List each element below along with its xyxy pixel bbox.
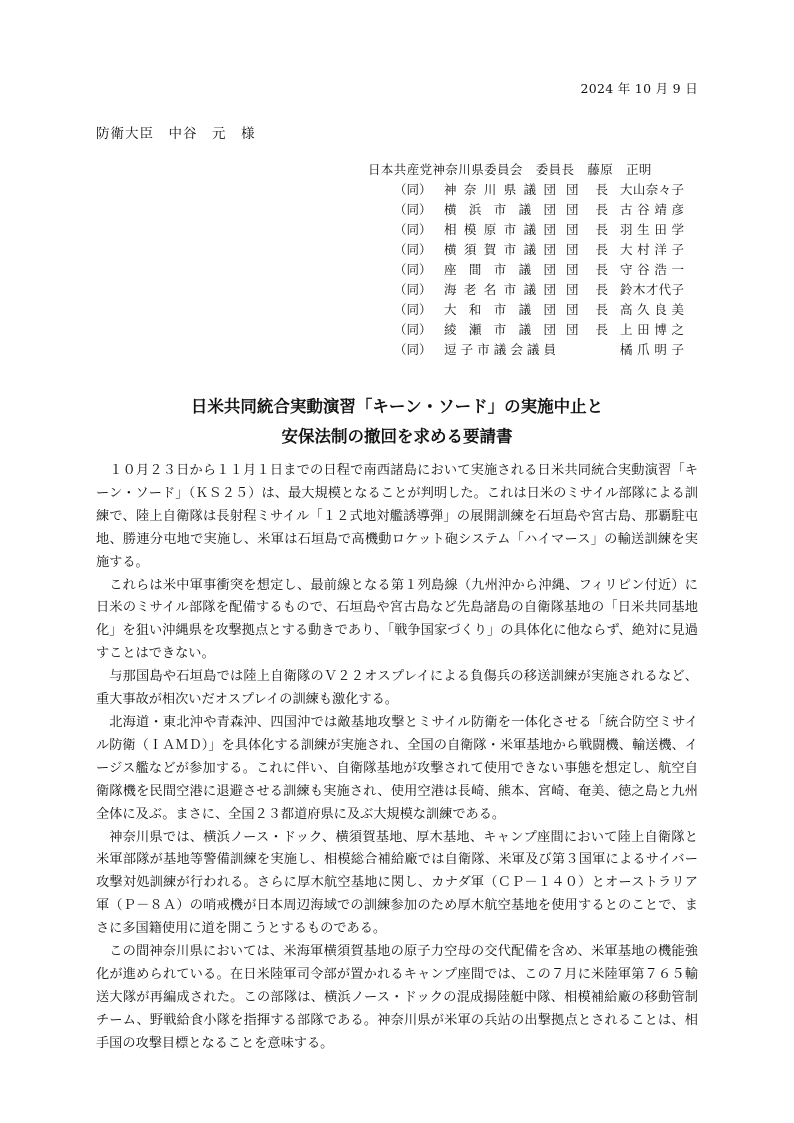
sender-row xyxy=(368,300,704,320)
sender-name: 羽生田学 xyxy=(620,222,684,237)
sender-organization: 神奈川県議団 xyxy=(444,182,556,197)
sender-role: 団長 xyxy=(566,322,608,337)
sender-block xyxy=(368,160,704,360)
sender-organization: 相模原市議団 xyxy=(444,222,556,237)
sender-name: 鈴木才代子 xyxy=(620,282,684,297)
sender-row xyxy=(368,200,704,220)
sender-row xyxy=(368,240,704,260)
sender-row xyxy=(368,320,704,340)
sender-same-mark: （同） xyxy=(394,342,432,357)
sender-role: 団長 xyxy=(566,302,608,317)
sender-role: 団長 xyxy=(566,282,608,297)
title-line-2: 安保法制の撤回を求める要請書 xyxy=(281,427,513,446)
sender-same-mark: （同） xyxy=(394,242,432,257)
sender-row xyxy=(368,260,704,280)
sender-same-mark: （同） xyxy=(394,282,432,297)
sender-name: 橘爪明子 xyxy=(620,342,684,357)
sender-organization: 横須賀市議団 xyxy=(444,242,556,257)
sender-same-mark: （同） xyxy=(394,222,432,237)
sender-row xyxy=(368,180,704,200)
sender-role: 団長 xyxy=(566,202,608,217)
sender-row xyxy=(368,220,704,240)
body-paragraph: １０月２３日から１１月１日までの日程で南西諸島において実施される日米共同統合実動演習「キーン・ソード」（ＫＳ２５）は、最大規模となることが判明した。これは日米のミサイル部隊による訓練で、陸上自衛隊は長射程ミサイル「１２式地対艦誘導弾」の展開訓練を石垣島や宮古島、那覇駐屯地、勝連分屯地で実施し、米軍は石垣島で高機動ロケット砲システム「ハイマース」の輸送訓練を実施する。 xyxy=(96,463,698,570)
sender-same-mark: （同） xyxy=(394,202,432,217)
sender-same-mark: （同） xyxy=(394,302,432,317)
sender-role: 団長 xyxy=(566,182,608,197)
sender-organization: 座間市議団 xyxy=(444,262,556,277)
sender-role xyxy=(566,340,608,360)
sender-organization: 大和市議団 xyxy=(444,302,556,317)
sender-head: 日本共産党神奈川県委員会 委員長 藤原 正明 xyxy=(368,162,652,177)
sender-row xyxy=(368,340,704,360)
sender-organization: 海老名市議団 xyxy=(444,282,556,297)
body-paragraph: 与那国島や石垣島では陸上自衛隊のＶ２２オスプレイによる負傷兵の移送訓練が実施されるなど、重大事故が相次いだオスプレイの訓練も激化する。 xyxy=(96,669,698,708)
sender-role: 団長 xyxy=(566,222,608,237)
sender-role: 団長 xyxy=(566,262,608,277)
document-date: 2024 年 10 月 9 日 xyxy=(580,81,698,96)
sender-name: 守谷浩一 xyxy=(620,262,684,277)
body-paragraph: これらは米中軍事衝突を想定し、最前線となる第１列島線（九州沖から沖縄、フィリピン付近）に日米のミサイル部隊を配備するもので、石垣島や宮古島など先島諸島の自衛隊基地の「日米共同基地化」を狙い沖縄県を攻撃拠点とする動きであり、「戦争国家づくり」の具体化に他ならず、絶対に見過すことはできない。 xyxy=(96,577,698,662)
body-paragraph: この間神奈川県においては、米海軍横須賀基地の原子力空母の交代配備を含め、米軍基地の機能強化が進められている。在日米陸軍司令部が置かれるキャンプ座間では、この７月に米陸軍第７６５輸送大隊が再編成された。この部隊は、横浜ノース・ドックの混成揚陸艇中隊、相模補給廠の移動管制チーム、野戦給食小隊を指揮する部隊である。神奈川県が米軍の兵站の出撃拠点とされることは、相手国の攻撃目標となることを意味する。 xyxy=(96,944,698,1051)
sender-role: 団長 xyxy=(566,242,608,257)
sender-name: 高久良美 xyxy=(620,302,684,317)
sender-same-mark: （同） xyxy=(394,262,432,277)
sender-row xyxy=(368,280,704,300)
sender-name: 上田博之 xyxy=(620,322,684,337)
sender-same-mark: （同） xyxy=(394,322,432,337)
sender-organization: 横浜市議団 xyxy=(444,202,556,217)
sender-name: 大村洋子 xyxy=(620,242,684,257)
body-paragraph: 北海道・東北沖や青森沖、四国沖では敵基地攻撃とミサイル防衛を一体化させる「統合防空ミサイル防衛（ＩＡＭＤ）」を具体化する訓練が実施され、全国の自衛隊・米軍基地から戦闘機、輸送機、イージス艦などが参加する。これに伴い、自衛隊基地が攻撃されて使用できない事態を想定し、航空自衛隊機を民間空港に退避させる訓練も実施され、使用空港は長崎、熊本、宮崎、奄美、徳之島と九州全体に及ぶ。まさに、全国２３都道府県に及ぶ大規模な訓練である。 xyxy=(96,714,698,822)
addressee: 防衛大臣 中谷 元 様 xyxy=(96,126,256,142)
sender-organization: 逗子市議会議員 xyxy=(444,342,556,357)
sender-organization: 綾瀬市議団 xyxy=(444,322,556,337)
title-line-1: 日米共同統合実動演習「キーン・ソード」の実施中止と xyxy=(190,397,604,416)
sender-same-mark: （同） xyxy=(394,182,432,197)
sender-name: 古谷靖彦 xyxy=(620,202,684,217)
document-body xyxy=(96,460,698,1056)
sender-list xyxy=(368,180,704,360)
document-title xyxy=(0,392,794,452)
sender-name: 大山奈々子 xyxy=(620,182,684,197)
body-paragraph: 神奈川県では、横浜ノース・ドック、横須賀基地、厚木基地、キャンプ座間において陸上自衛隊と米軍部隊が基地等警備訓練を実施し、相模総合補給廠では自衛隊、米軍及び第３国軍によるサイバー攻撃対処訓練が行われる。さらに厚木航空基地に関し、カナダ軍（ＣＰ－１４０）とオーストラリア軍（Ｐ－８Ａ）の哨戒機が日本周辺海域での訓練参加のため厚木航空基地を使用するとのことで、まさに多国籍使用に道を開こうとするものである。 xyxy=(96,829,698,937)
